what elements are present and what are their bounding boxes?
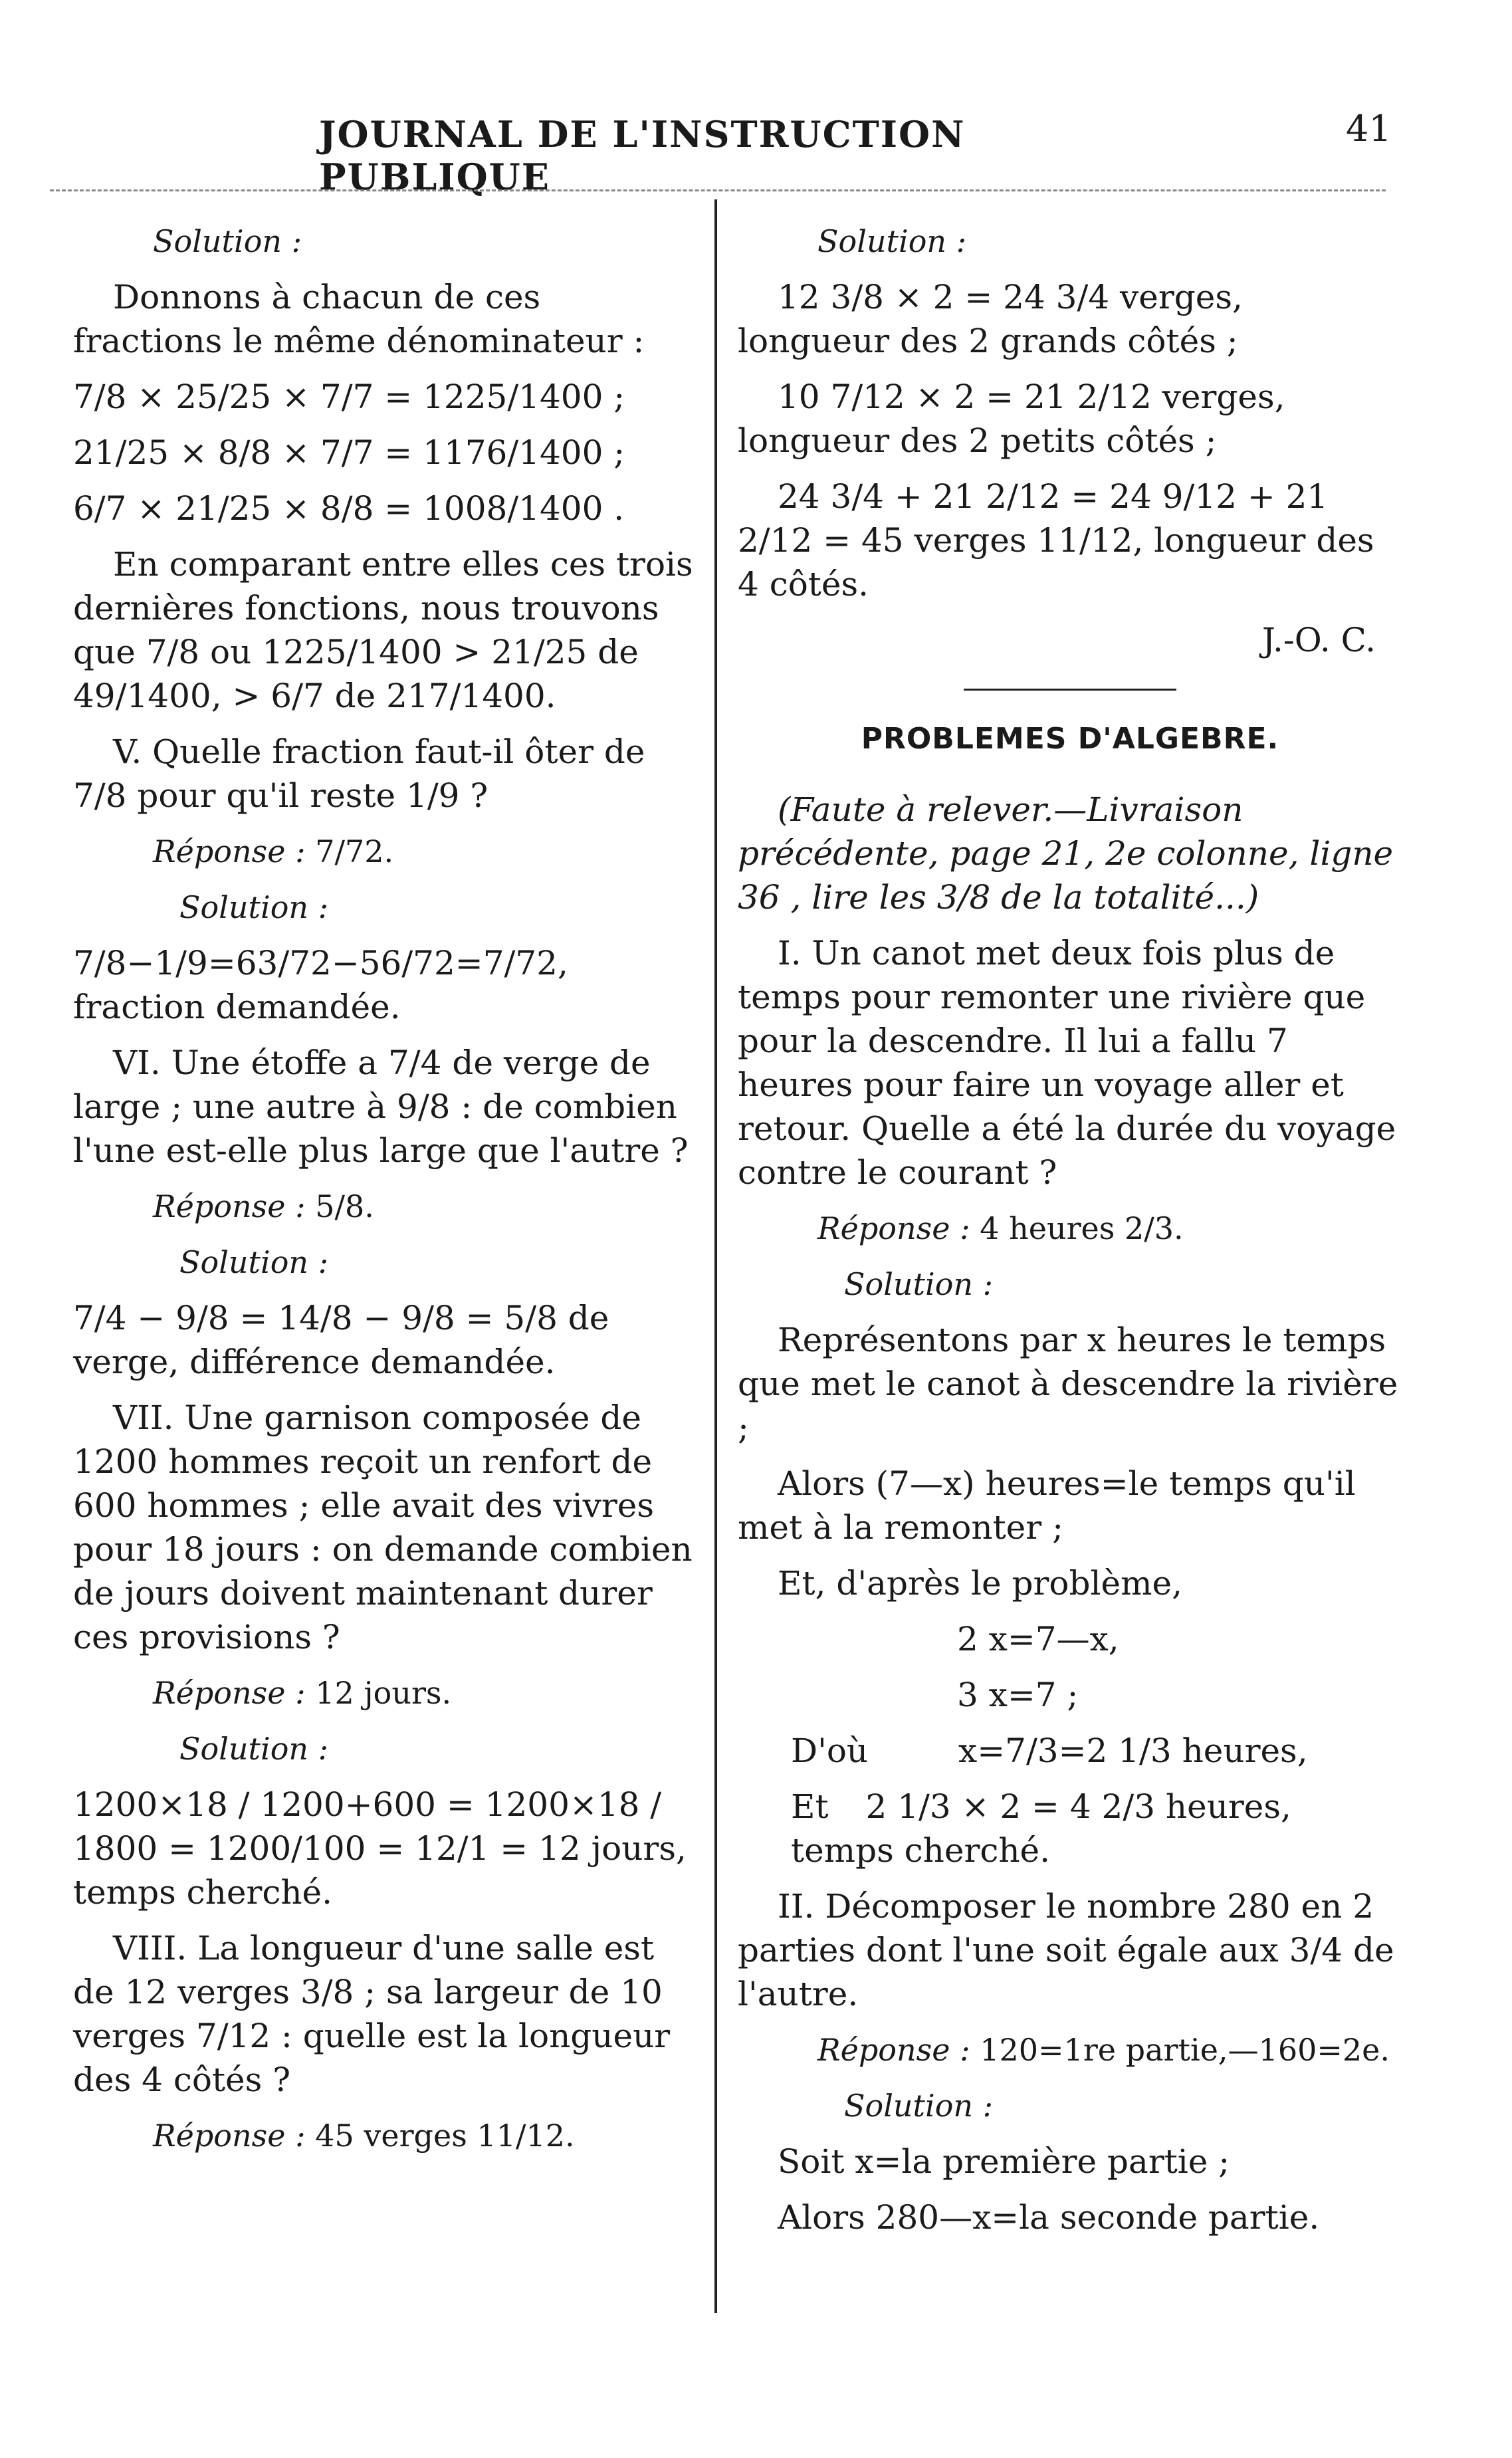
- paragraph: Donnons à chacun de ces fractions le même dénominateur :: [73, 278, 645, 360]
- solution-5: 7/8−1/9=63/72−56/72=7/72, fraction demandée.: [73, 944, 568, 1026]
- answer-value: 4 heures 2/3.: [980, 1210, 1184, 1246]
- section-title: PROBLEMES D'ALGEBRE.: [861, 722, 1279, 756]
- answer-label: Réponse :: [817, 1210, 970, 1246]
- solution-label: Solution :: [844, 2088, 994, 2124]
- solution-line: Représentons par x heures le temps que met le canot à descendre la rivière ;: [738, 1321, 1398, 1447]
- problem-7: VII. Une garnison composée de 1200 hommes reçoit un renfort de 600 hommes ; elle avait des vivres pour 18 jours : on demande combien de jours doivent maintenant durer ces provisions ?: [73, 1398, 693, 1656]
- solution-label: Solution :: [153, 223, 302, 259]
- signature: J.-O. C.: [1261, 621, 1376, 659]
- algebra-problem-2: II. Décomposer le nombre 280 en 2 parties dont l'une soit égale aux 3/4 de l'autre.: [738, 1887, 1394, 2013]
- solution-line: 24 3/4 + 21 2/12 = 24 9/12 + 21 2/12 = 45 verges 11/12, longueur des 4 côtés.: [738, 477, 1374, 604]
- equation: 6/7 × 21/25 × 8/8 = 1008/1400 .: [73, 489, 625, 528]
- solution-label: Solution :: [179, 1244, 329, 1280]
- answer-label: Réponse :: [817, 2032, 970, 2068]
- equation-prefix: Et: [791, 1787, 829, 1826]
- solution-line: Alors 280—x=la seconde partie.: [778, 2198, 1320, 2237]
- solution-line: Et, d'après le problème,: [778, 1564, 1182, 1603]
- column-divider: [714, 199, 717, 2313]
- problem-8: VIII. La longueur d'une salle est de 12 verges 3/8 ; sa largeur de 10 verges 7/12 : quelle est la longueur des 4 côtés ?: [73, 1929, 671, 2099]
- paragraph: En comparant entre elles ces trois dernières fonctions, nous trouvons que 7/8 ou 1225/1400 > 21/25 de 49/1400, > 6/7 de 217/1400.: [73, 545, 693, 715]
- header: [0, 108, 1512, 198]
- answer-2: [738, 2028, 1402, 2072]
- solution-line: Soit x=la première partie ;: [778, 2142, 1230, 2181]
- solution-line: 12 3/8 × 2 = 24 3/4 verges, longueur des 2 grands côtés ;: [738, 278, 1243, 360]
- journal-title: JOURNAL DE L'INSTRUCTION PUBLIQUE: [319, 113, 966, 198]
- solution-label: Solution :: [844, 1266, 994, 1302]
- solution-6: 7/4 − 9/8 = 14/8 − 9/8 = 5/8 de verge, différence demandée.: [73, 1299, 609, 1381]
- equation: 7/8 × 25/25 × 7/7 = 1225/1400 ;: [73, 378, 625, 416]
- solution-line: Alors (7—x) heures=le temps qu'il met à la remonter ;: [738, 1464, 1356, 1547]
- solution-line: 10 7/12 × 2 = 21 2/12 verges, longueur des 2 petits côtés ;: [738, 378, 1285, 460]
- answer-5: [73, 830, 698, 873]
- answer-6: [73, 1184, 698, 1228]
- answer-value: 120=1re partie,—160=2e.: [980, 2032, 1390, 2068]
- section-rule: [964, 689, 1176, 691]
- errata-note: (Faute à relever.—Livraison précédente, page 21, 2e colonne, ligne 36 , lire les 3/8 de la totalité...): [738, 790, 1394, 917]
- answer-7: [73, 1671, 698, 1715]
- equation: [738, 1785, 1402, 1872]
- equation: 3 x=7 ;: [957, 1676, 1079, 1714]
- answer-label: Réponse :: [153, 834, 306, 869]
- solution-label: Solution :: [179, 889, 329, 925]
- header-rule: [50, 189, 1386, 191]
- problem-6: VI. Une étoffe a 7/4 de verge de large ; une autre à 9/8 : de combien l'une est-elle plus large que l'autre ?: [73, 1044, 689, 1170]
- answer-label: Réponse :: [153, 2118, 306, 2154]
- page-number: 41: [1346, 108, 1392, 150]
- equation-body: x=7/3=2 1/3 heures,: [958, 1732, 1308, 1770]
- solution-label: Solution :: [817, 223, 967, 259]
- equation: 2 x=7—x,: [957, 1620, 1119, 1658]
- answer-8: [73, 2114, 698, 2158]
- answer-1: [738, 1206, 1402, 1250]
- equation: 21/25 × 8/8 × 7/7 = 1176/1400 ;: [73, 433, 625, 472]
- answer-value: 12 jours.: [315, 1675, 452, 1711]
- answer-value: 5/8.: [315, 1188, 374, 1224]
- solution-7: 1200×18 / 1200+600 = 1200×18 / 1800 = 1200/100 = 12/1 = 12 jours, temps cherché.: [73, 1785, 687, 1912]
- equation: [738, 1729, 1402, 1773]
- answer-label: Réponse :: [153, 1675, 306, 1711]
- solution-label: Solution :: [179, 1731, 329, 1767]
- right-column: [738, 219, 1402, 2251]
- algebra-problem-1: I. Un canot met deux fois plus de temps pour remonter une rivière que pour la descendre. Il lui a fallu 7 heures pour faire un voyage aller et retour. Quelle a été la durée du voyage contre le courant ?: [738, 934, 1396, 1192]
- answer-value: 7/72.: [315, 834, 394, 869]
- answer-value: 45 verges 11/12.: [315, 2118, 575, 2154]
- equation-prefix: D'où: [791, 1732, 869, 1770]
- problem-5: V. Quelle fraction faut-il ôter de 7/8 pour qu'il reste 1/9 ?: [73, 732, 645, 815]
- equation-body: 2 1/3 × 2 = 4 2/3 heures, temps cherché.: [791, 1787, 1291, 1870]
- answer-label: Réponse :: [153, 1188, 306, 1224]
- left-column: [73, 219, 698, 2170]
